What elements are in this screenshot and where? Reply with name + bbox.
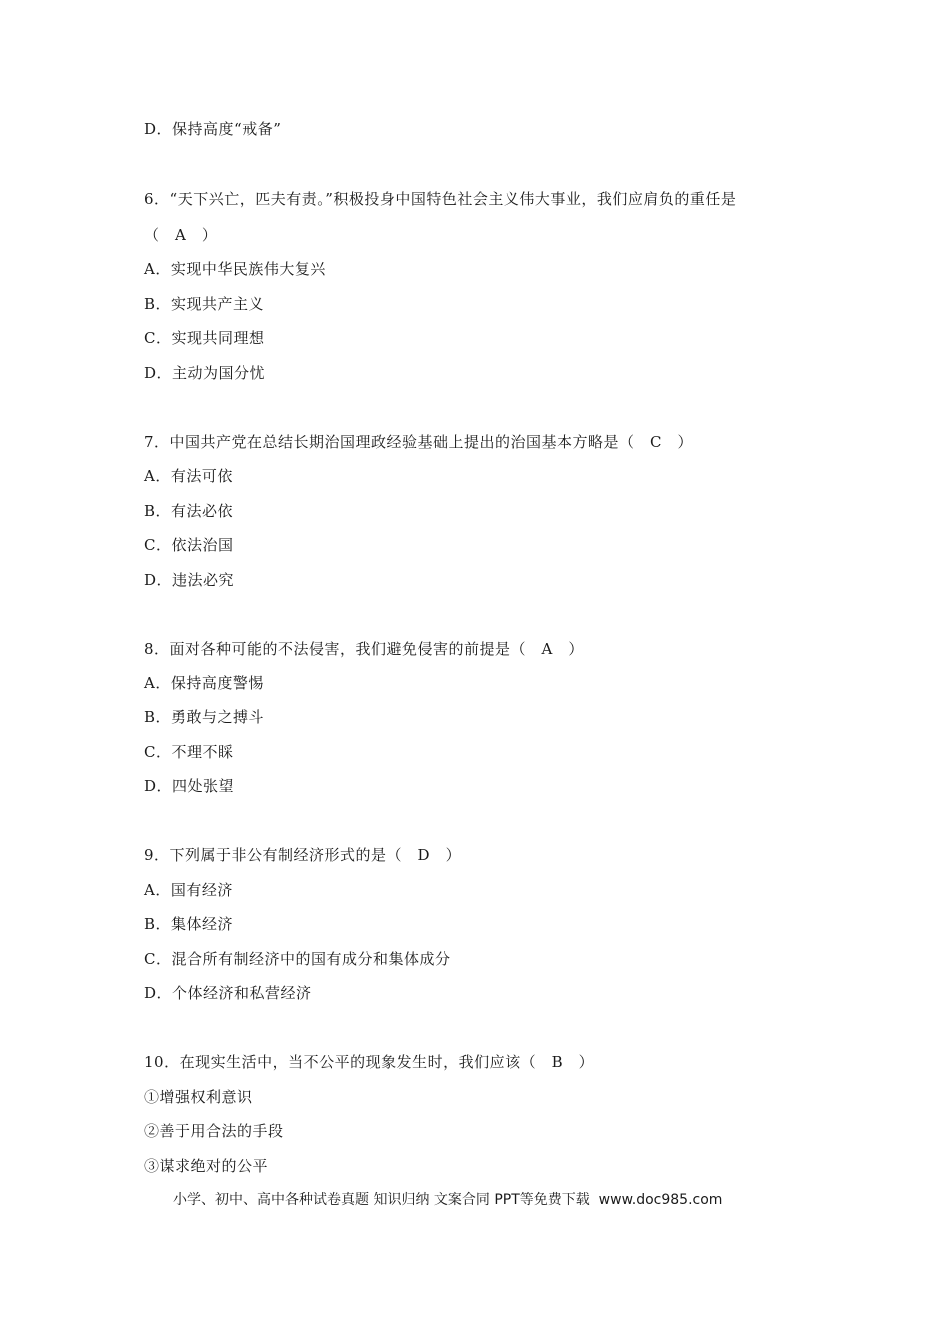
q8-stem: 8．面对各种可能的不法侵害，我们避免侵害的前提是（ A ） (144, 640, 584, 658)
q5-option-d: D．保持高度“戒备” (144, 120, 282, 138)
q8-option-a: A．保持高度警惕 (144, 674, 264, 692)
q8-option-b: B．勇敢与之搏斗 (144, 708, 265, 726)
q6-option-c: C．实现共同理想 (144, 329, 265, 347)
q10-item-2: ②善于用合法的手段 (144, 1122, 284, 1140)
q9-stem: 9．下列属于非公有制经济形式的是（ D ） (144, 846, 462, 864)
q7-option-c: C．依法治国 (144, 536, 234, 554)
q6-option-d: D．主动为国分忧 (144, 364, 266, 382)
q10-item-3: ③谋求绝对的公平 (144, 1157, 269, 1175)
q9-option-d: D．个体经济和私营经济 (144, 984, 312, 1002)
q7-stem: 7．中国共产党在总结长期治国理政经验基础上提出的治国基本方略是（ C ） (144, 433, 694, 451)
q6-option-a: A．实现中华民族伟大复兴 (144, 260, 326, 278)
footer-download-link[interactable]: 小学、初中、高中各种试卷真题 知识归纳 文案合同 PPT等免费下载 www.doc985.com (173, 1192, 723, 1208)
q9-option-a: A．国有经济 (144, 881, 233, 899)
q7-option-d: D．违法必究 (144, 571, 235, 589)
q6-answer: （ A ） (144, 226, 218, 244)
q7-option-a: A．有法可依 (144, 467, 233, 485)
q6-option-b: B．实现共产主义 (144, 295, 265, 313)
q9-option-c: C．混合所有制经济中的国有成分和集体成分 (144, 950, 451, 968)
q7-option-b: B．有法必依 (144, 502, 234, 520)
q10-item-1: ①增强权利意识 (144, 1088, 253, 1106)
q8-option-d: D．四处张望 (144, 777, 235, 795)
q8-option-c: C．不理不睬 (144, 743, 234, 761)
q6-stem: 6．“天下兴亡，匹夫有责。”积极投身中国特色社会主义伟大事业，我们应肩负的重任是 (144, 190, 737, 208)
q10-stem: 10．在现实生活中，当不公平的现象发生时，我们应该（ B ） (144, 1053, 595, 1071)
q9-option-b: B．集体经济 (144, 915, 234, 933)
